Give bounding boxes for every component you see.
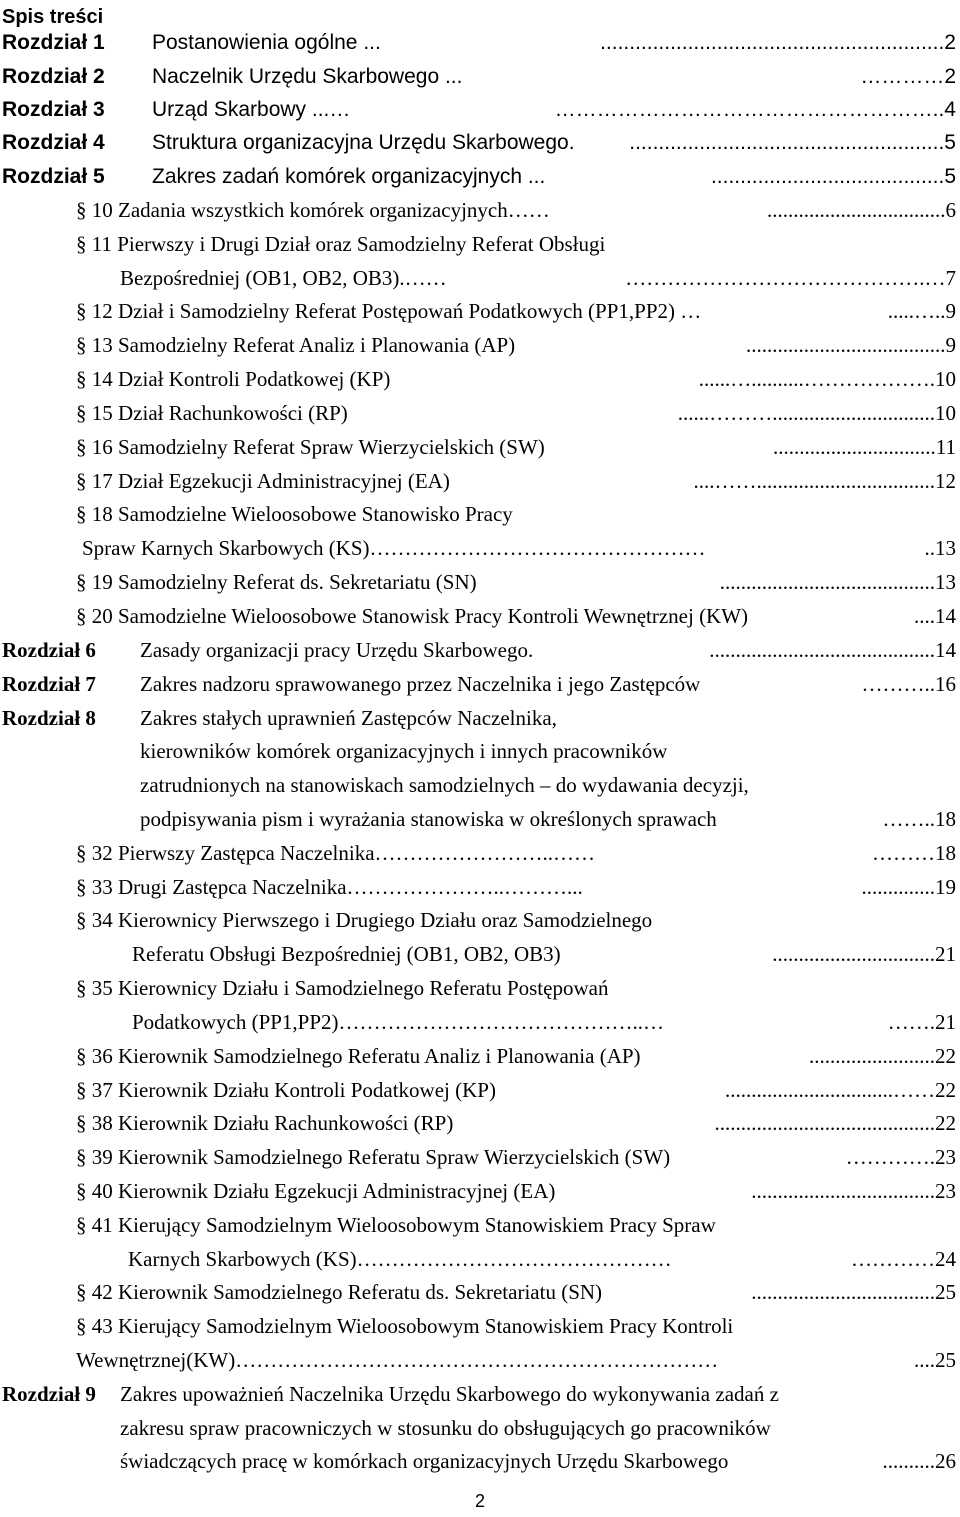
chapter-title: Zakres nadzoru sprawowanego przez Naczelnika i jego Zastępców	[140, 672, 701, 696]
page-ref: ....……..................................12	[693, 469, 956, 493]
page-ref: ………….23	[845, 1145, 956, 1169]
chapter-title: Struktura organizacyjna Urzędu Skarbowego.	[152, 131, 575, 154]
chapter-label: Rozdział 1	[2, 31, 105, 54]
section-title: § 38 Kierownik Działu Rachunkowości (RP)	[76, 1111, 454, 1135]
page-ref: ………..16	[861, 672, 956, 696]
page-ref: ..................................6	[767, 198, 956, 222]
section-title: § 43 Kierujący Samodzielnym Wieloosobowym Stanowiskiem Pracy Kontroli	[76, 1314, 734, 1338]
toc-entry-section-15[interactable]	[0, 396, 960, 430]
section-title: § 33 Drugi Zastępca Naczelnika…………………..………...	[76, 875, 583, 899]
page-ref: ......................................................5	[629, 131, 956, 154]
section-title-cont: Referatu Obsługi Bezpośredniej (OB1, OB2, OB3)	[132, 942, 561, 966]
toc-entry-section-43[interactable]	[0, 1309, 960, 1343]
page-number: 2	[474, 1491, 485, 1511]
page-ref: ……..18	[882, 807, 956, 831]
toc-entry-section-32[interactable]	[0, 836, 960, 870]
chapter-title: Zasady organizacji pracy Urzędu Skarbowego.	[140, 638, 534, 662]
page-ref: ........................................5	[710, 165, 956, 188]
section-title: § 41 Kierujący Samodzielnym Wieloosobowym Stanowiskiem Pracy Spraw	[76, 1213, 716, 1237]
page-ref: ...........................................14	[709, 638, 956, 662]
toc-entry-section-35-cont[interactable]	[0, 1005, 960, 1039]
page-ref: ...................................23	[751, 1179, 956, 1203]
chapter-title: Urząd Skarbowy ...…	[152, 98, 351, 121]
section-title: § 13 Samodzielny Referat Analiz i Planowania (AP)	[76, 333, 516, 357]
page-ref: ....14	[914, 604, 956, 628]
section-title: § 17 Dział Egzekucji Administracyjnej (EA)	[76, 469, 450, 493]
toc-entry-section-41-cont[interactable]	[0, 1242, 960, 1276]
section-title: § 14 Dział Kontroli Podatkowej (KP)	[76, 367, 391, 391]
section-title: § 37 Kierownik Działu Kontroli Podatkowej (KP)	[76, 1078, 496, 1102]
chapter-title: Postanowienia ogólne ...	[152, 31, 381, 54]
toc-entry-section-35[interactable]	[0, 971, 960, 1005]
chapter-label: Rozdział 9	[2, 1382, 96, 1406]
page-ref: …………………………………….…7	[625, 266, 956, 290]
section-title: § 35 Kierownicy Działu i Samodzielnego Referatu Postępowań	[76, 976, 609, 1000]
section-title: § 18 Samodzielne Wieloosobowe Stanowisko Pracy	[76, 502, 513, 526]
page-ref: ...................................25	[751, 1280, 956, 1304]
chapter-label: Rozdział 8	[2, 706, 96, 730]
toc-entry-chapter-8-cont-2[interactable]	[0, 768, 960, 802]
chapter-label: Rozdział 2	[2, 65, 105, 88]
section-title-cont: Karnych Skarbowych (KS)………………………………………	[128, 1247, 672, 1271]
chapter-label: Rozdział 5	[2, 165, 105, 188]
page-ref: ..............19	[861, 875, 956, 899]
page-ref: …….21	[887, 1010, 956, 1034]
section-title: § 12 Dział i Samodzielny Referat Postępowań Podatkowych (PP1,PP2) …	[76, 299, 702, 323]
toc-title: Spis treści	[2, 6, 104, 28]
section-title: § 32 Pierwszy Zastępca Naczelnika……………………..……	[76, 841, 596, 865]
section-title: § 11 Pierwszy i Drugi Dział oraz Samodzielny Referat Obsługi	[76, 232, 606, 256]
page-ref: ......………...............................10	[677, 401, 956, 425]
toc-entry-chapter-4[interactable]	[0, 126, 960, 160]
toc-entry-section-34[interactable]	[0, 903, 960, 937]
toc-entry-section-39[interactable]	[0, 1140, 960, 1174]
toc-entry-section-10[interactable]	[0, 193, 960, 227]
section-title: § 10 Zadania wszystkich komórek organizacyjnych……	[76, 198, 550, 222]
section-title: § 36 Kierownik Samodzielnego Referatu Analiz i Planowania (AP)	[76, 1044, 641, 1068]
page-ref: …………24	[851, 1247, 956, 1271]
page-ref: ........................22	[809, 1044, 956, 1068]
section-title-cont: Wewnętrznej(KW)……………………………………………………………	[76, 1348, 719, 1372]
toc-entry-chapter-6[interactable]	[0, 633, 960, 667]
toc-entry-chapter-3[interactable]	[0, 93, 960, 127]
section-title-cont: Spraw Karnych Skarbowych (KS)…………………………………………	[82, 536, 706, 560]
page-ref: ......…..........……………….10	[698, 367, 956, 391]
toc-entry-section-42[interactable]	[0, 1275, 960, 1309]
toc-entry-section-43-cont[interactable]	[0, 1343, 960, 1377]
toc-entry-section-11-cont[interactable]	[0, 261, 960, 295]
toc-entry-section-11[interactable]	[0, 227, 960, 261]
toc-entry-chapter-2[interactable]	[0, 60, 960, 94]
page-ref: ..........26	[882, 1449, 956, 1473]
section-title-cont: Bezpośredniej (OB1, OB2, OB3).……	[120, 266, 447, 290]
page-ref: .....…..9	[887, 299, 956, 323]
page-ref: ………18	[872, 841, 956, 865]
page-ref: ..13	[924, 536, 956, 560]
section-title: § 40 Kierownik Działu Egzekucji Administracyjnej (EA)	[76, 1179, 556, 1203]
toc-entry-section-36[interactable]	[0, 1039, 960, 1073]
toc-entry-section-41[interactable]	[0, 1208, 960, 1242]
toc-entry-chapter-8-cont-1[interactable]	[0, 734, 960, 768]
toc-entry-section-37[interactable]	[0, 1073, 960, 1107]
toc-entry-chapter-7[interactable]	[0, 667, 960, 701]
section-title: § 42 Kierownik Samodzielnego Referatu ds. Sekretariatu (SN)	[76, 1280, 603, 1304]
toc-entry-section-13[interactable]	[0, 328, 960, 362]
toc-entry-section-14[interactable]	[0, 362, 960, 396]
page-ref: ...........................................................2	[600, 31, 956, 54]
chapter-label: Rozdział 4	[2, 131, 105, 154]
chapter-title: Zakres zadań komórek organizacyjnych ...	[152, 165, 546, 188]
chapter-label: Rozdział 7	[2, 672, 96, 696]
section-title: § 39 Kierownik Samodzielnego Referatu Spraw Wierzycielskich (SW)	[76, 1145, 671, 1169]
toc-entry-section-19[interactable]	[0, 565, 960, 599]
chapter-title: Naczelnik Urzędu Skarbowego ...	[152, 65, 463, 88]
toc-entry-section-20[interactable]	[0, 599, 960, 633]
chapter-label: Rozdział 3	[2, 98, 105, 121]
toc-entry-section-38[interactable]	[0, 1106, 960, 1140]
toc-entry-section-40[interactable]	[0, 1174, 960, 1208]
chapter-title-cont: świadczących pracę w komórkach organizacyjnych Urzędu Skarbowego	[120, 1449, 729, 1473]
toc-entry-chapter-8[interactable]	[0, 701, 960, 735]
page-ref: ......................................9	[746, 333, 956, 357]
toc-entry-chapter-8-cont-3[interactable]	[0, 802, 960, 836]
section-title: § 15 Dział Rachunkowości (RP)	[76, 401, 348, 425]
chapter-title-cont: kierowników komórek organizacyjnych i innych pracowników	[140, 739, 668, 763]
section-title: § 16 Samodzielny Referat Spraw Wierzycielskich (SW)	[76, 435, 545, 459]
toc-entry-chapter-1[interactable]	[0, 26, 960, 60]
toc-entry-section-16[interactable]	[0, 430, 960, 464]
page-ref: ………………………………………………..4	[554, 98, 956, 121]
section-title: § 19 Samodzielny Referat ds. Sekretariatu (SN)	[76, 570, 477, 594]
toc-entry-section-18[interactable]	[0, 497, 960, 531]
toc-entry-chapter-9-cont-1[interactable]	[0, 1411, 960, 1445]
toc-entry-section-33[interactable]	[0, 870, 960, 904]
page-ref: …………2	[860, 65, 956, 88]
page-ref: ..........................................22	[714, 1111, 956, 1135]
page-ref: ....25	[914, 1348, 956, 1372]
chapter-title: Zakres upoważnień Naczelnika Urzędu Skarbowego do wykonywania zadań z	[120, 1382, 779, 1406]
section-title-cont: Podatkowych (PP1,PP2)……………………………………..…	[132, 1010, 665, 1034]
section-title: § 20 Samodzielne Wieloosobowe Stanowisk Pracy Kontroli Wewnętrznej (KW)	[76, 604, 749, 628]
toc-entry-chapter-9-cont-2[interactable]	[0, 1444, 960, 1478]
page-ref: ...............................21	[772, 942, 956, 966]
toc-entry-section-34-cont[interactable]	[0, 937, 960, 971]
chapter-title-cont: zatrudnionych na stanowiskach samodzielnych – do wydawania decyzji,	[140, 773, 749, 797]
section-title: § 34 Kierownicy Pierwszego i Drugiego Działu oraz Samodzielnego	[76, 908, 653, 932]
chapter-title-cont: zakresu spraw pracowniczych w stosunku do obsługujących go pracowników	[120, 1416, 771, 1440]
chapter-label: Rozdział 6	[2, 638, 96, 662]
toc-entry-chapter-9[interactable]	[0, 1377, 960, 1411]
toc-entry-section-12[interactable]	[0, 294, 960, 328]
page-ref: ...............................11	[773, 435, 956, 459]
toc-entry-chapter-5[interactable]	[0, 160, 960, 194]
toc-entry-section-18-cont[interactable]	[0, 531, 960, 565]
chapter-title-cont: podpisywania pism i wyrażania stanowiska w określonych sprawach	[140, 807, 717, 831]
page-ref: ................................……22	[725, 1078, 956, 1102]
toc-entry-section-17[interactable]	[0, 464, 960, 498]
page-ref: .........................................13	[719, 570, 956, 594]
chapter-title: Zakres stałych uprawnień Zastępców Naczelnika,	[140, 706, 557, 730]
